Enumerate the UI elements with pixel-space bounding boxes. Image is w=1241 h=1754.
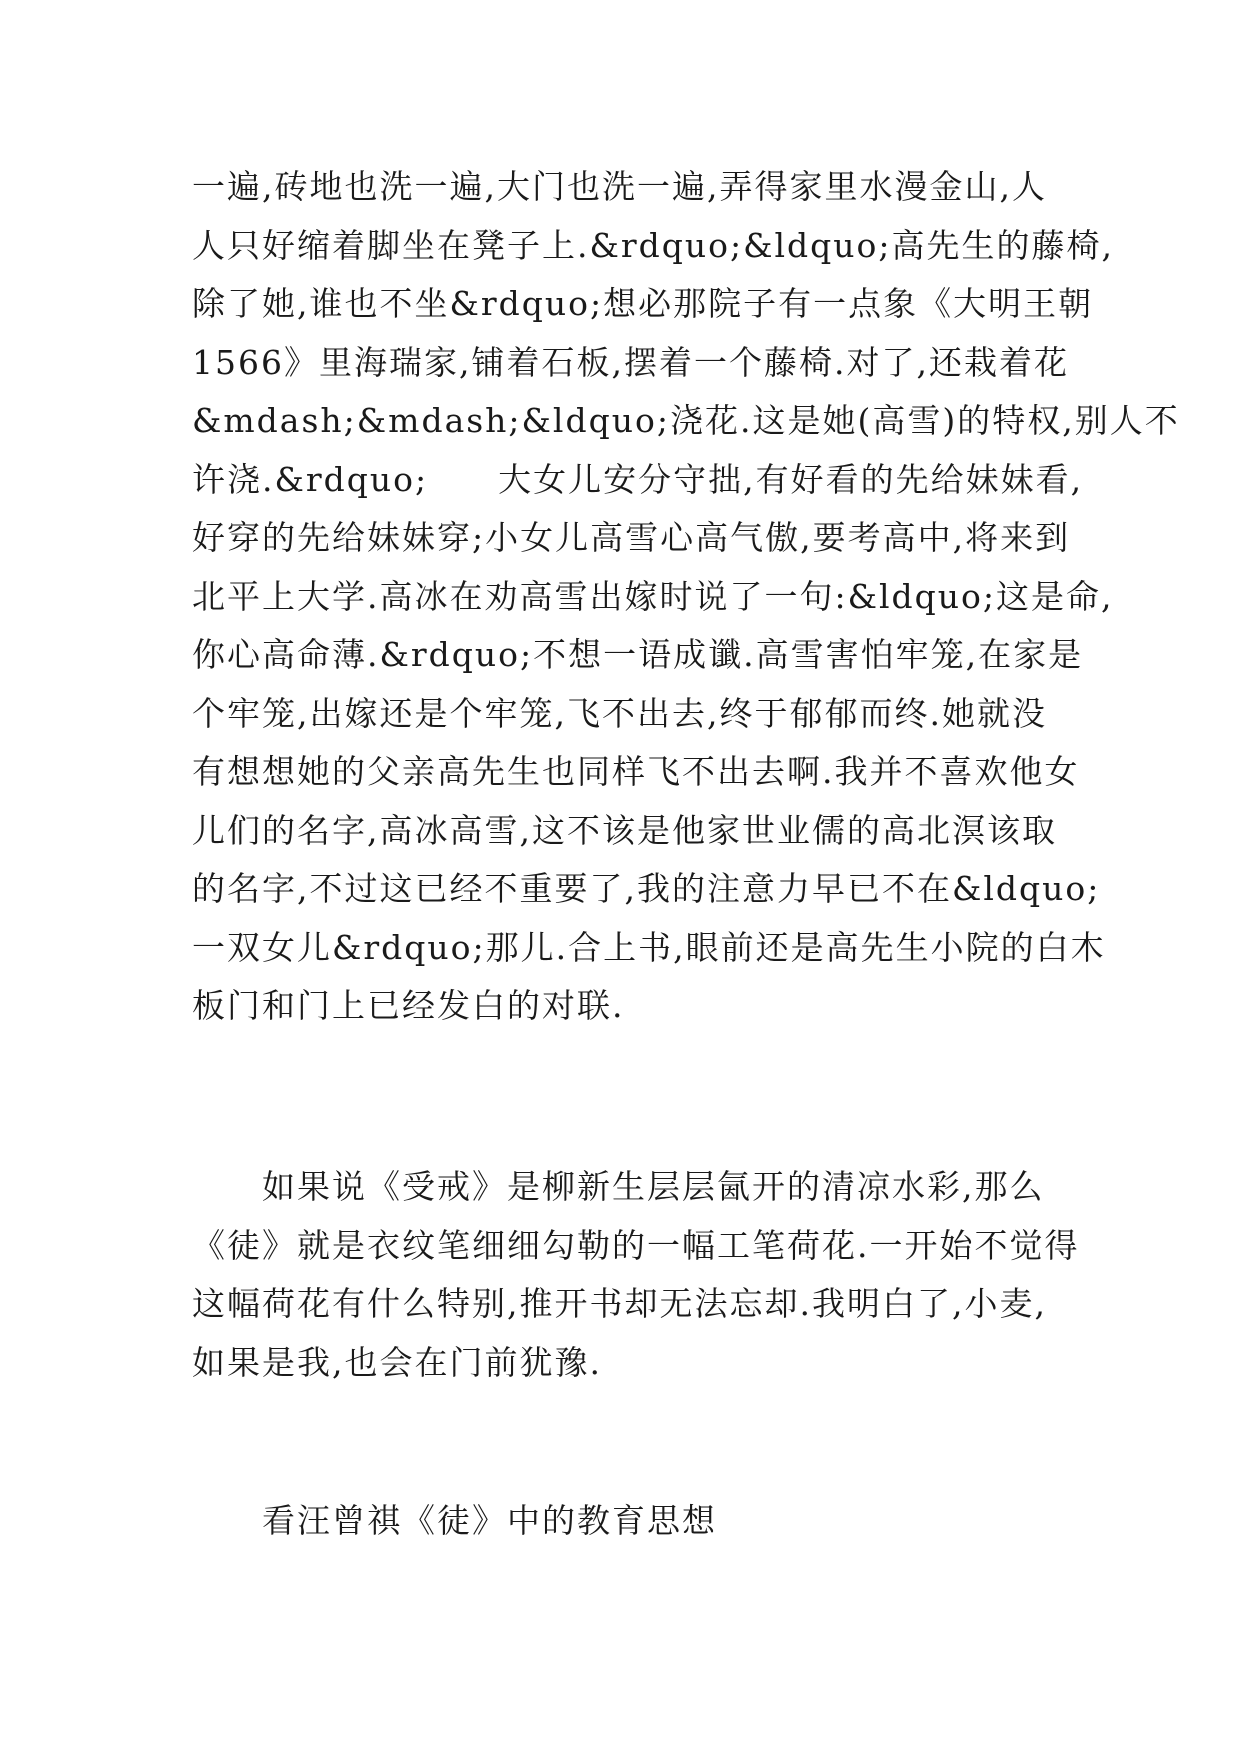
text-line: 《徒》就是衣纹笔细细勾勒的一幅工笔荷花.一开始不觉得 — [192, 1225, 1080, 1265]
paragraph-comparison — [192, 1158, 1080, 1392]
text-line: 除了她,谁也不坐&rdquo;想必那院子有一点象《大明王朝 — [192, 284, 1094, 323]
text-line: 好穿的先给妹妹穿;小女儿高雪心高气傲,要考高中,将来到 — [192, 518, 1071, 557]
text-line: 如果是我,也会在门前犹豫. — [192, 1342, 602, 1382]
text-line: 个牢笼,出嫁还是个牢笼,飞不出去,终于郁郁而终.她就没 — [192, 693, 1047, 733]
text-line: 板门和门上已经发白的对联. — [192, 986, 625, 1025]
text-line: 有想想她的父亲高先生也同样飞不出去啊.我并不喜欢他女 — [192, 752, 1080, 791]
text-line: 许浇.&rdquo; 大女儿安分守拙,有好看的先给妹妹看, — [192, 459, 1084, 499]
text-line: 儿们的名字,高冰高雪,这不该是他家世业儒的高北溟该取 — [192, 810, 1057, 850]
text-line: 1566》里海瑞家,铺着石板,摆着一个藤椅.对了,还栽着花 — [192, 342, 1069, 382]
text-line: 人只好缩着脚坐在凳子上.&rdquo;&ldquo;高先生的藤椅, — [192, 225, 1115, 265]
text-line: 一双女儿&rdquo;那儿.合上书,眼前还是高先生小院的白木 — [192, 927, 1106, 967]
text-line: 你心高命薄.&rdquo;不想一语成谶.高雪害怕牢笼,在家是 — [192, 635, 1084, 674]
heading-line: 看汪曾祺《徒》中的教育思想 — [192, 1501, 717, 1540]
text-line: 一遍,砖地也洗一遍,大门也洗一遍,弄得家里水漫金山,人 — [192, 167, 1047, 206]
text-line: &mdash;&mdash;&ldquo;浇花.这是她(高雪)的特权,别人不 — [192, 401, 1180, 440]
paragraph-essay-body — [192, 158, 1180, 1036]
section-heading — [192, 1492, 1062, 1551]
text-line: 如果说《受戒》是柳新生层层氤开的清凉水彩,那么 — [192, 1167, 1045, 1206]
text-line: 这幅荷花有什么特别,推开书却无法忘却.我明白了,小麦, — [192, 1284, 1047, 1323]
text-line: 的名字,不过这已经不重要了,我的注意力早已不在&ldquo; — [192, 869, 1101, 908]
text-line: 北平上大学.高冰在劝高雪出嫁时说了一句:&ldquo;这是命, — [192, 576, 1114, 616]
